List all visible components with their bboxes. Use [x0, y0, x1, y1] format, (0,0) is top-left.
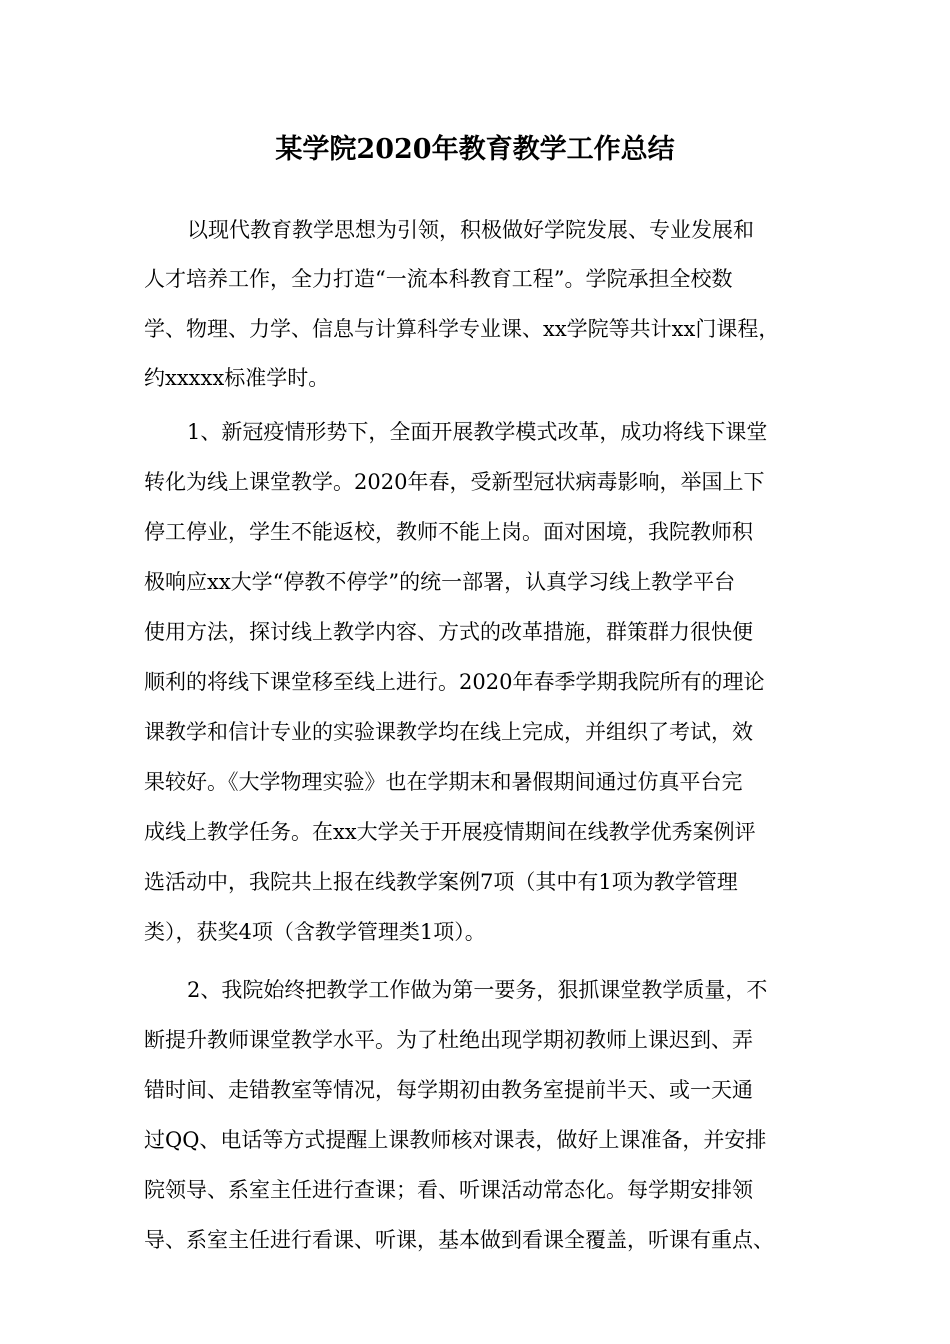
paragraph-1-line-1: 以现代教育教学思想为引领，积极做好学院发展、专业发展和: [187, 218, 754, 242]
paragraph-2-line-8: 果较好。《大学物理实验》也在学期末和暑假期间通过仿真平台完: [144, 770, 743, 794]
paragraph-2-line-3: 停工停业，学生不能返校，教师不能上岗。面对困境，我院教师积: [144, 520, 753, 544]
paragraph-2-line-9: 成线上教学任务。在xx大学关于开展疫情期间在线教学优秀案例评: [144, 820, 756, 844]
paragraph-2-line-5: 使用方法，探讨线上教学内容、方式的改革措施，群策群力很快便: [144, 620, 753, 644]
paragraph-2-line-2: 转化为线上课堂教学。2020年春，受新型冠状病毒影响，举国上下: [144, 470, 765, 494]
paragraph-1-line-2: 人才培养工作，全力打造“一流本科教育工程”。学院承担全校数: [144, 267, 733, 291]
paragraph-2-line-11: 类），获奖4项（含教学管理类1项）。: [144, 920, 486, 944]
paragraph-2-line-4: 极响应xx大学“停教不停学”的统一部署，认真学习线上教学平台: [144, 570, 736, 594]
paragraph-2-line-1: 1、新冠疫情形势下，全面开展教学模式改革，成功将线下课堂: [187, 420, 768, 444]
document-title: 某学院2020年教育教学工作总结: [275, 134, 675, 165]
paragraph-2-line-6: 顺利的将线下课堂移至线上进行。2020年春季学期我院所有的理论: [144, 670, 765, 694]
paragraph-3-line-4: 过QQ、电话等方式提醒上课教师核对课表，做好上课准备，并安排: [144, 1128, 767, 1152]
paragraph-1-line-4: 约xxxxx标准学时。: [144, 366, 330, 390]
paragraph-2-line-10: 选活动中，我院共上报在线教学案例7项（其中有1项为教学管理: [144, 870, 738, 894]
paragraph-3-line-6: 导、系室主任进行看课、听课，基本做到看课全覆盖，听课有重点、: [144, 1228, 774, 1252]
paragraph-1-line-3: 学、物理、力学、信息与计算科学专业课、xx学院等共计xx门课程，: [144, 317, 780, 341]
paragraph-3-line-2: 断提升教师课堂教学水平。为了杜绝出现学期初教师上课迟到、弄: [144, 1028, 753, 1052]
paragraph-2-line-7: 课教学和信计专业的实验课教学均在线上完成，并组织了考试，效: [144, 720, 753, 744]
paragraph-3-line-5: 院领导、系室主任进行查课；看、听课活动常态化。每学期安排领: [144, 1178, 753, 1202]
paragraph-3-line-1: 2、我院始终把教学工作做为第一要务，狠抓课堂教学质量，不: [187, 978, 768, 1002]
paragraph-3-line-3: 错时间、走错教室等情况，每学期初由教务室提前半天、或一天通: [144, 1078, 753, 1102]
